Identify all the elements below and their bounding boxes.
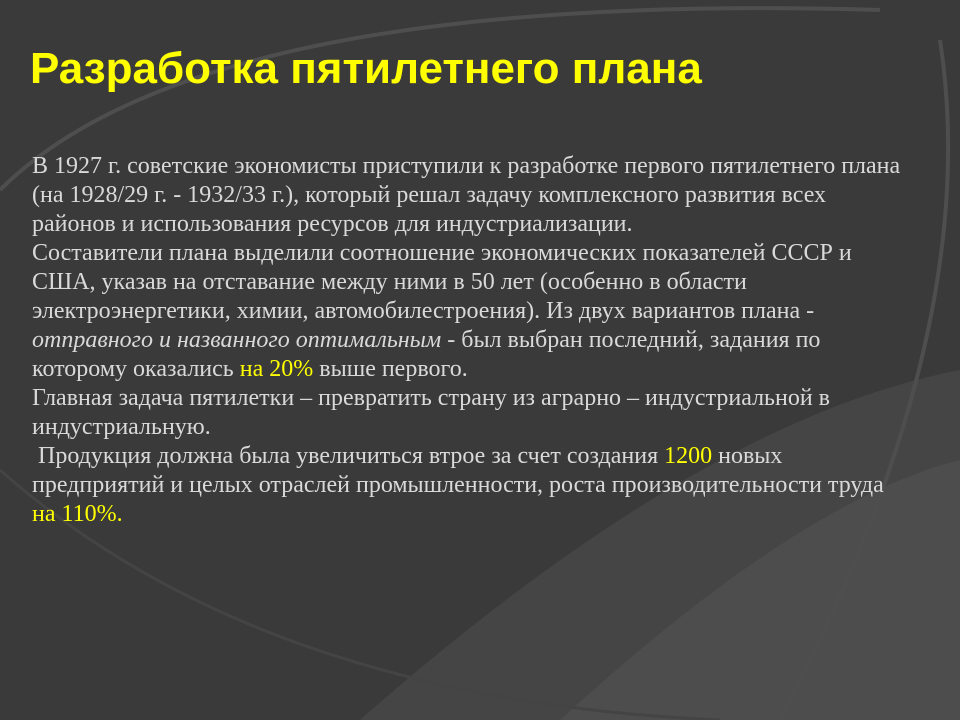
plan-variants-italic: отправного и названного оптимальным xyxy=(32,327,442,353)
paragraph-3-text: Главная задача пятилетки – превратить страну из аграрно – индустриальной в индустриальную. xyxy=(32,385,831,440)
slide-body xyxy=(32,152,912,529)
paragraph-4 xyxy=(32,442,912,529)
paragraph-4-text-middle: новых предприятий и целых отраслей промышленности, роста производительности труда xyxy=(32,443,890,498)
paragraph-2-text-middle: - был выбран последний, задания по которому оказались xyxy=(32,327,821,382)
paragraph-4-text-start: Продукция должна была увеличиться втрое за счет создания xyxy=(32,443,665,469)
paragraph-2 xyxy=(32,239,912,384)
highlight-1200: 1200 xyxy=(664,443,713,469)
slide-title: Разработка пятилетнего плана xyxy=(30,44,702,93)
paragraph-1-text: В 1927 г. советские экономисты приступили к разработке первого пятилетнего плана (на 1928/29 г. - 1932/33 г.), который решал задачу комплексного развития всех районов и использования ресурсов для индустриализации. xyxy=(32,153,901,237)
paragraph-2-text-end: выше первого. xyxy=(313,356,468,382)
highlight-110-percent: на 110%. xyxy=(32,501,123,527)
paragraph-2-text-start: Составители плана выделили соотношение экономических показателей СССР и США, указав на отставание между ними в 50 лет (особенно в области электроэнергетики, химии, автомобилестроения). Из двух вариантов плана - xyxy=(32,240,852,324)
paragraph-1 xyxy=(32,152,912,239)
highlight-20-percent: на 20% xyxy=(239,356,314,382)
paragraph-3 xyxy=(32,384,912,442)
